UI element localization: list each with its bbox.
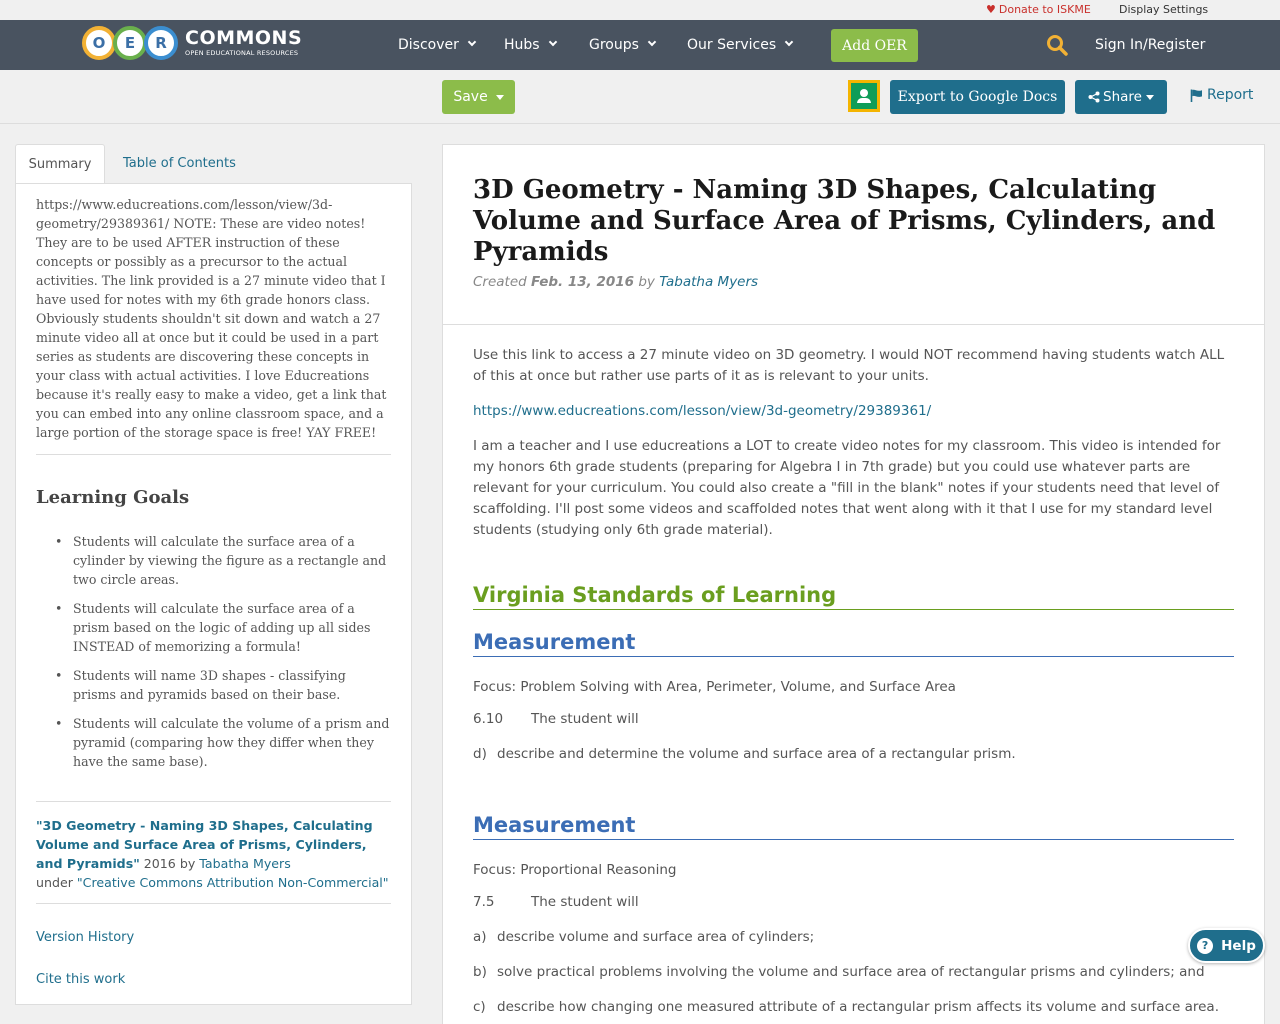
caret-down-icon: [1146, 95, 1154, 100]
standard-item-letter: a): [473, 929, 487, 945]
logo-letter-o: O: [82, 26, 116, 60]
resource-body: [443, 325, 1264, 1018]
body-paragraph: I am a teacher and I use educreations a LOT to create video notes for my classroom. This video is intended for my honors 6th grade students (preparing for Algebra I in 7th grade) but you could use whatever parts are relevant for your curriculum. You could also create a "fill in the blank" notes if your students need that level of scaffolding. I'll post some videos and scaffolded notes that went along with it that I use for my standard level students (studying only 6th grade material).: [473, 438, 1221, 538]
attribution-author-link[interactable]: Tabatha Myers: [199, 856, 291, 871]
share-button[interactable]: [1075, 80, 1167, 114]
section-heading: Measurement: [473, 628, 1234, 657]
standard-text: The student will: [531, 711, 639, 727]
attribution-title-link[interactable]: "3D Geometry - Naming 3D Shapes, Calculating Volume and Surface Area of Prisms, Cylinders, and Pyramids": [36, 818, 373, 871]
nav-groups[interactable]: [589, 20, 655, 70]
standard-item-letter: d): [473, 746, 487, 762]
chevron-down-icon: [468, 38, 476, 46]
standard-item-text: solve practical problems involving the volume and surface area of rectangular prisms and cylinders; and: [497, 964, 1205, 980]
display-settings-link[interactable]: Display Settings: [1119, 3, 1209, 16]
standard-text: The student will: [531, 894, 639, 910]
caret-down-icon: [496, 95, 504, 100]
nav-our-services[interactable]: [687, 20, 792, 70]
logo-text: [185, 29, 302, 57]
nav-hubs-label: Hubs: [504, 37, 540, 53]
chevron-down-icon: [648, 38, 656, 46]
standard-item-text: describe and determine the volume and surface area of a rectangular prism.: [497, 746, 1016, 762]
question-icon: ?: [1197, 938, 1213, 954]
add-oer-button[interactable]: Add OER: [831, 29, 918, 62]
nav-hubs[interactable]: [504, 20, 556, 70]
standard-item-text: describe volume and surface area of cylinders;: [497, 929, 815, 945]
section-focus: Focus: Problem Solving with Area, Perimeter, Volume, and Surface Area: [473, 679, 956, 695]
learning-goal-item: • Students will calculate the surface area of a cylinder by viewing the figure as a rectangle and two circle areas.: [55, 532, 391, 589]
sidebar-tabs: [15, 144, 412, 184]
cite-this-work-link[interactable]: Cite this work: [36, 972, 126, 987]
standard-item-letter: b): [473, 964, 487, 980]
learning-goals-list: [36, 532, 391, 802]
nav-discover[interactable]: [398, 20, 475, 70]
attribution: [36, 816, 391, 904]
license-link[interactable]: "Creative Commons Attribution Non-Commercial": [76, 875, 389, 890]
educreations-link[interactable]: https://www.educreations.com/lesson/view/3d-geometry/29389361/: [473, 403, 932, 419]
nav-discover-label: Discover: [398, 37, 459, 53]
standard-number: 7.5: [473, 894, 495, 910]
oer-commons-logo[interactable]: [82, 25, 302, 61]
resource-main-panel: [442, 144, 1265, 1024]
version-history-link[interactable]: Version History: [36, 930, 135, 945]
google-classroom-icon[interactable]: [848, 80, 880, 112]
standard-line: [473, 709, 1234, 730]
search-icon[interactable]: [1046, 34, 1068, 56]
save-label: Save: [453, 89, 488, 105]
section-heading: Measurement: [473, 811, 1234, 840]
help-button[interactable]: [1188, 928, 1265, 963]
donate-link[interactable]: [986, 3, 1091, 16]
attribution-under: under: [36, 875, 77, 890]
standard-item: [473, 997, 1234, 1018]
logo-letter-r: R: [144, 26, 178, 60]
save-button[interactable]: [442, 80, 515, 114]
page-title: 3D Geometry - Naming 3D Shapes, Calculating Volume and Surface Area of Prisms, Cylinders, and Pyramids: [473, 175, 1216, 267]
by-label: by: [634, 274, 660, 290]
share-label: Share: [1103, 89, 1142, 105]
share-icon: [1088, 91, 1100, 103]
standard-item: [473, 962, 1234, 983]
tab-summary[interactable]: Summary: [15, 144, 105, 184]
learning-goal-item: • Students will calculate the volume of a prism and pyramid (comparing how they differ when they have the same base).: [55, 714, 391, 771]
chevron-down-icon: [785, 38, 793, 46]
standard-item-text: describe how changing one measured attribute of a rectangular prism affects its volume and surface area.: [497, 999, 1219, 1015]
created-label: Created: [473, 274, 532, 290]
help-label: Help: [1221, 937, 1256, 954]
nav-groups-label: Groups: [589, 37, 639, 53]
created-meta: [473, 274, 1234, 290]
learning-goal-item: • Students will calculate the surface area of a prism based on the logic of adding up all sides INSTEAD of memorizing a formula!: [55, 599, 391, 656]
author-link[interactable]: Tabatha Myers: [659, 274, 759, 290]
logo-subtitle: OPEN EDUCATIONAL RESOURCES: [185, 49, 299, 58]
logo-letter-e: E: [113, 26, 147, 60]
standards-heading: Virginia Standards of Learning: [473, 581, 1234, 610]
flag-icon: [1190, 89, 1203, 102]
donate-label: Donate to ISKME: [998, 3, 1091, 16]
resource-header: [443, 145, 1264, 325]
learning-goal-item: • Students will name 3D shapes - classifying prisms and pyramids based on their base.: [55, 666, 391, 704]
logo-title: COMMONS: [185, 27, 303, 50]
export-google-docs-button[interactable]: Export to Google Docs: [890, 80, 1065, 114]
standard-item: [473, 744, 1234, 765]
created-date: Feb. 13, 2016: [531, 274, 635, 290]
standard-line: [473, 892, 1234, 913]
learning-goals-heading: Learning Goals: [36, 487, 190, 508]
body-paragraph: Use this link to access a 27 minute video on 3D geometry. I would NOT recommend having students watch ALL of this at once but rather use parts of it as is relevant to your units.: [473, 347, 1225, 384]
classroom-icon-inner: [851, 83, 877, 109]
utility-bar: [0, 0, 1280, 20]
summary-text: https://www.educreations.com/lesson/view/3d-geometry/29389361/ NOTE: These are video notes! They are to be used AFTER instruction of these concepts or possibly as a precursor to the actual activities. The link provided is a 27 minute video that I have used for notes with my 6th grade honors class. Obviously students shouldn't sit down and watch a 27 minute video all at once but it could be used in a part series as students are discovering these concepts in your class with actual activities. I love Educreations because it's really easy to make a video, get a link that you can embed into any online classroom space, and a large portion of the storage space is free! YAY FREE!: [36, 195, 391, 455]
standard-number: 6.10: [473, 711, 504, 727]
action-bar: [0, 70, 1280, 124]
report-label: Report: [1207, 87, 1254, 103]
section-focus: Focus: Proportional Reasoning: [473, 862, 677, 878]
summary-panel: [15, 183, 412, 1005]
report-link[interactable]: [1190, 87, 1253, 103]
standard-item: [473, 927, 1234, 948]
site-header: [0, 20, 1280, 70]
standard-item-letter: c): [473, 999, 486, 1015]
chevron-down-icon: [548, 38, 556, 46]
sign-in-register-link[interactable]: Sign In/Register: [1095, 37, 1206, 53]
heart-icon: ♥: [986, 3, 996, 16]
tab-table-of-contents[interactable]: Table of Contents: [123, 156, 236, 171]
attribution-year-by: 2016 by: [139, 856, 200, 871]
nav-our-services-label: Our Services: [687, 37, 777, 53]
